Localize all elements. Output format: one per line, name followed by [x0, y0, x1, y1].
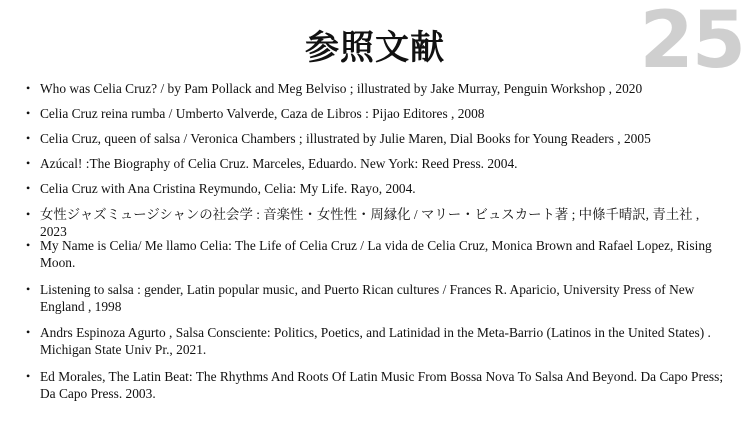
reference-item [26, 281, 726, 315]
reference-text: • My Name is Celia/ Me llamo Celia: The Life of Celia Cruz / La vida de Celia Cruz, Monica Brown and Rafael Lopez, Rising Moon. [40, 238, 712, 270]
reference-item [26, 237, 726, 271]
reference-text: • Ed Morales, The Latin Beat: The Rhythms And Roots Of Latin Music From Bossa Nova To Salsa And Beyond. Da Capo Press; Da Capo Press. 2003. [40, 369, 724, 401]
reference-item [26, 80, 726, 97]
page-number: 25 [639, 0, 744, 86]
reference-text: • Celia Cruz reina rumba / Umberto Valverde, Caza de Libros : Pijao Editores , 2008 [40, 106, 485, 121]
reference-item [26, 130, 726, 147]
reference-item [26, 368, 726, 402]
page-title: 参照文献 [305, 28, 445, 68]
reference-text: • Celia Cruz with Ana Cristina Reymundo, Celia: My Life. Rayo, 2004. [40, 181, 416, 196]
reference-item [26, 155, 726, 172]
reference-text: • Andrs Espinoza Agurto , Salsa Consciente: Politics, Poetics, and Latinidad in the Meta-Barrio (Latinos in the United States) . Michigan State Univ Pr., 2021. [40, 325, 711, 357]
reference-text: • Celia Cruz, queen of salsa / Veronica Chambers ; illustrated by Julie Maren, Dial Books for Young Readers , 2005 [40, 131, 651, 146]
reference-text: • Who was Celia Cruz? / by Pam Pollack and Meg Belviso ; illustrated by Jake Murray, Penguin Workshop , 2020 [40, 81, 643, 96]
reference-item [26, 180, 726, 197]
reference-text: • Listening to salsa : gender, Latin popular music, and Puerto Rican cultures / Frances R. Aparicio, University Press of New England , 1998 [40, 282, 695, 314]
reference-item [26, 206, 726, 240]
reference-item [26, 324, 726, 358]
reference-text: • Azúcal! :The Biography of Celia Cruz. Marceles, Eduardo. New York: Reed Press. 2004. [40, 156, 518, 171]
reference-item [26, 105, 726, 122]
reference-text: • 女性ジャズミュージシャンの社会学 : 音楽性・女性性・周縁化 / マリー・ビュスカート著 ; 中條千晴訳, 青土社 , 2023 [40, 207, 700, 239]
